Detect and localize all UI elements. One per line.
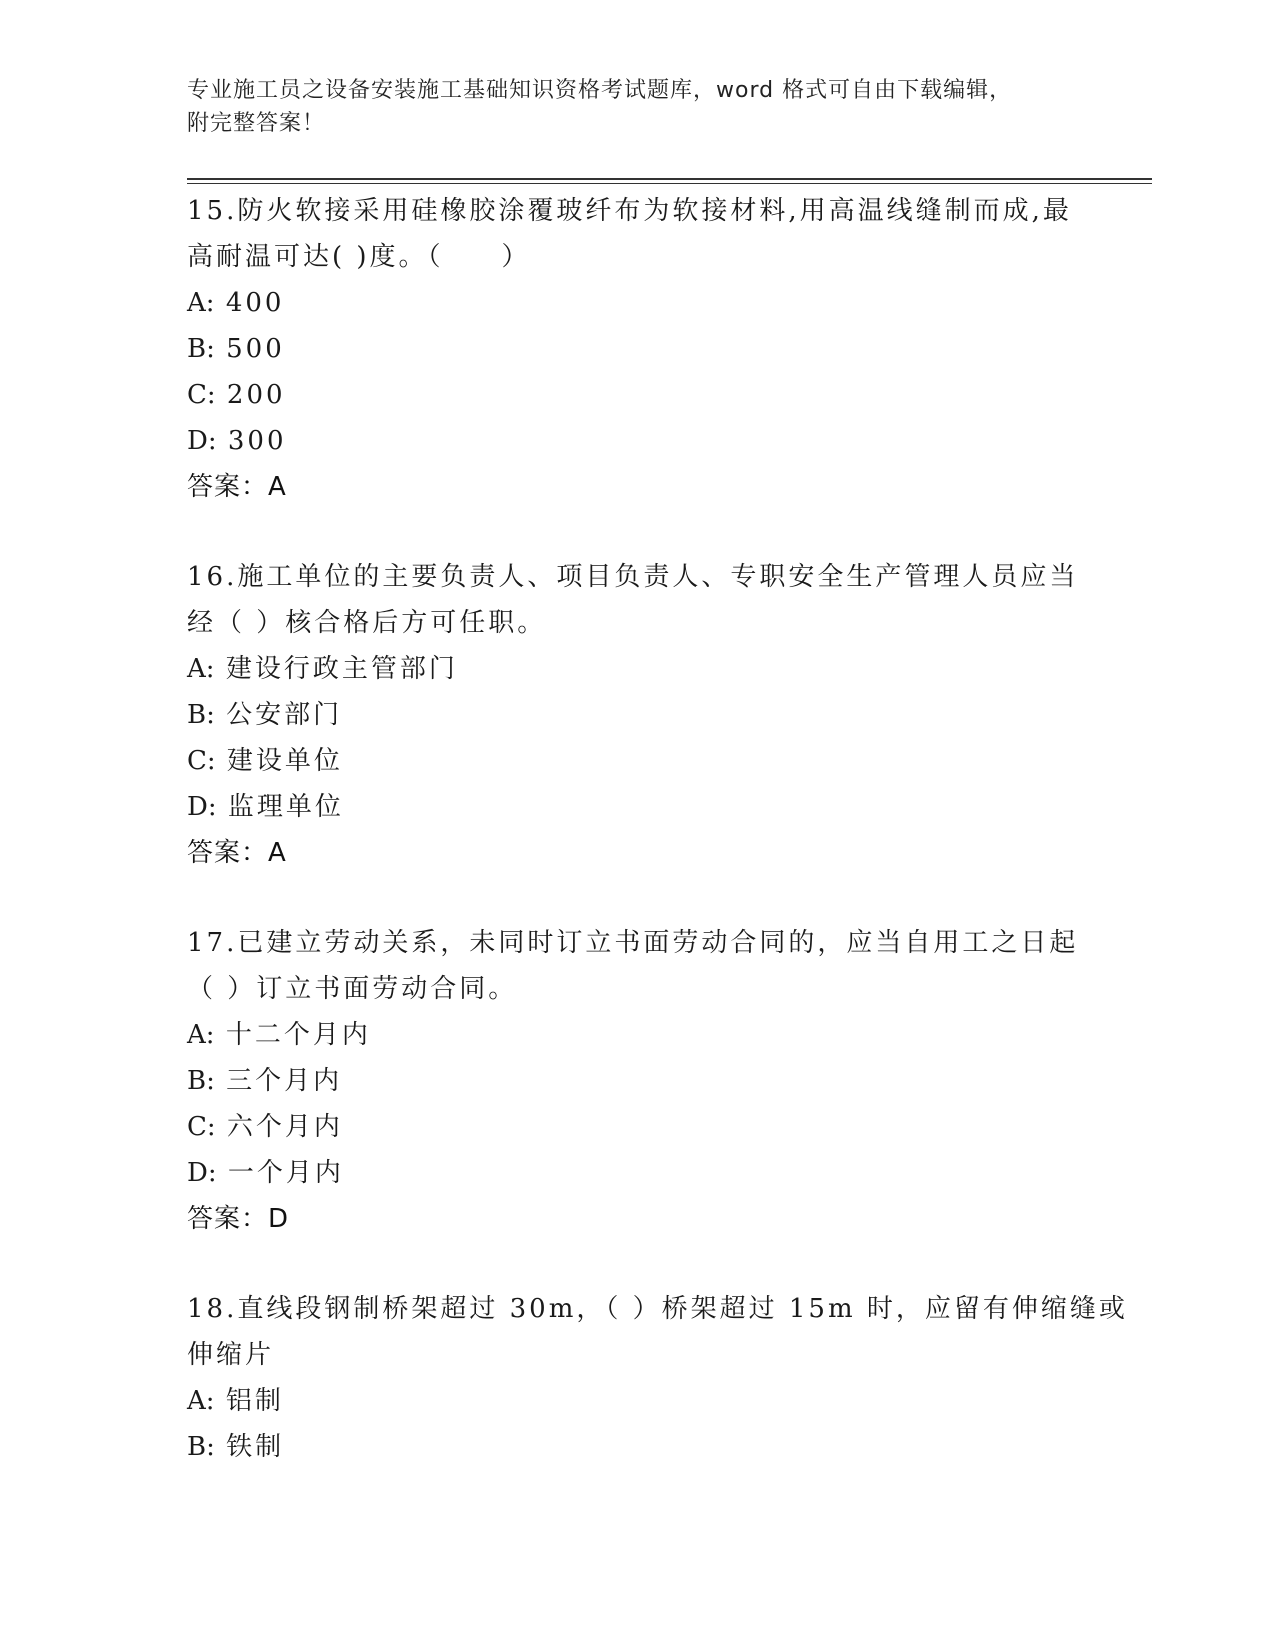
option-text: 三个月内 bbox=[226, 1066, 343, 1096]
option-c bbox=[187, 372, 1087, 418]
option-text: 500 bbox=[226, 334, 285, 364]
question-list bbox=[187, 188, 1128, 1470]
option-letter: A: bbox=[187, 1020, 215, 1050]
option-text: 铝制 bbox=[225, 1386, 284, 1416]
option-letter: C: bbox=[187, 746, 216, 776]
option-text: 建设行政主管部门 bbox=[225, 654, 458, 684]
option-text: 一个月内 bbox=[227, 1158, 344, 1188]
option-b bbox=[187, 692, 1087, 738]
option-b bbox=[187, 1424, 1087, 1470]
option-b bbox=[187, 326, 1087, 372]
option-letter: A: bbox=[187, 654, 215, 684]
option-a bbox=[187, 1378, 1087, 1424]
option-letter: B: bbox=[187, 1066, 215, 1096]
question-16 bbox=[187, 554, 1087, 876]
option-letter: C: bbox=[187, 1112, 216, 1142]
question-text-line: 16.施工单位的主要负责人、项目负责人、专职安全生产管理人员应当 bbox=[187, 562, 1079, 592]
option-a bbox=[187, 1012, 1087, 1058]
question-text-line: 伸缩片 bbox=[187, 1340, 275, 1370]
header-line-1: 专业施工员之设备安装施工基础知识资格考试题库，word 格式可自由下载编辑， bbox=[187, 78, 1013, 103]
option-text: 六个月内 bbox=[226, 1112, 343, 1142]
question-text-line: 15.防火软接采用硅橡胶涂覆玻纤布为软接材料,用高温线缝制而成,最 bbox=[187, 196, 1072, 226]
option-text: 400 bbox=[225, 288, 285, 318]
option-letter: C: bbox=[187, 380, 216, 410]
option-letter: A: bbox=[187, 1386, 215, 1416]
question-text-line: 高耐温可达( )度。（ ） bbox=[187, 242, 531, 272]
option-letter: D: bbox=[187, 792, 217, 822]
header-divider-thin bbox=[187, 183, 1152, 184]
answer-line: 答案：D bbox=[187, 1204, 290, 1234]
question-17 bbox=[187, 920, 1087, 1242]
option-text: 公安部门 bbox=[226, 700, 343, 730]
answer-line: 答案：A bbox=[187, 838, 287, 868]
option-letter: D: bbox=[187, 426, 217, 456]
option-b bbox=[187, 1058, 1087, 1104]
option-letter: B: bbox=[187, 700, 215, 730]
option-text: 监理单位 bbox=[227, 792, 344, 822]
question-15 bbox=[187, 188, 1087, 510]
option-text: 铁制 bbox=[226, 1432, 285, 1462]
option-text: 十二个月内 bbox=[225, 1020, 371, 1050]
option-text: 200 bbox=[226, 380, 286, 410]
option-c bbox=[187, 738, 1087, 784]
option-text: 300 bbox=[227, 426, 287, 456]
document-header bbox=[187, 74, 1087, 140]
option-d bbox=[187, 1150, 1087, 1196]
question-text-line: 经（ ）核合格后方可任职。 bbox=[187, 608, 547, 638]
option-d bbox=[187, 784, 1087, 830]
option-letter: A: bbox=[187, 288, 215, 318]
option-text: 建设单位 bbox=[226, 746, 343, 776]
question-text-line: （ ）订立书面劳动合同。 bbox=[187, 974, 518, 1004]
option-letter: D: bbox=[187, 1158, 217, 1188]
question-text-line: 17.已建立劳动关系，未同时订立书面劳动合同的，应当自用工之日起 bbox=[187, 928, 1079, 958]
header-line-2: 附完整答案！ bbox=[187, 111, 326, 136]
question-18 bbox=[187, 1286, 1128, 1470]
option-c bbox=[187, 1104, 1087, 1150]
option-a bbox=[187, 646, 1087, 692]
header-divider bbox=[187, 178, 1152, 180]
option-d bbox=[187, 418, 1087, 464]
option-letter: B: bbox=[187, 1432, 215, 1462]
option-letter: B: bbox=[187, 334, 215, 364]
answer-line: 答案：A bbox=[187, 472, 287, 502]
question-text-line: 18.直线段钢制桥架超过 30m，（ ）桥架超过 15m 时，应留有伸缩缝或 bbox=[187, 1294, 1128, 1324]
option-a bbox=[187, 280, 1087, 326]
